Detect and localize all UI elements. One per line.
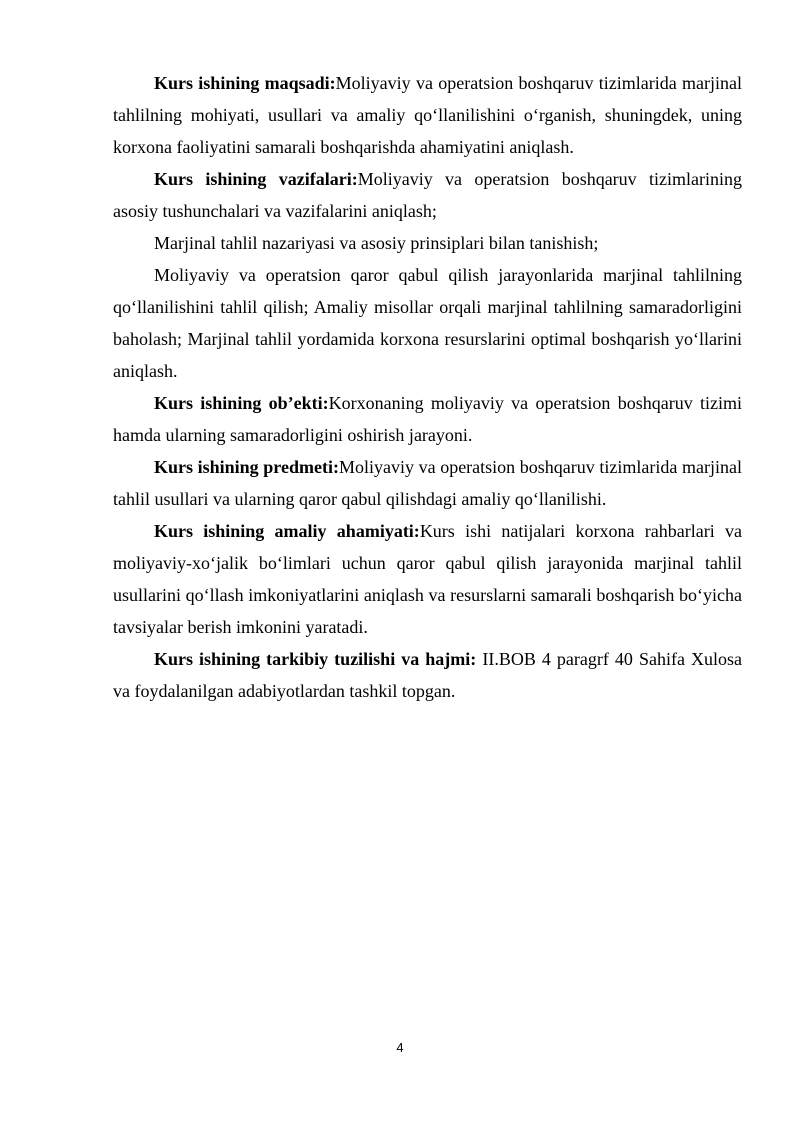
paragraph-text: Marjinal tahlil nazariyasi va asosiy prinsiplari bilan tanishish; xyxy=(154,233,599,253)
paragraph-text: Moliyaviy va operatsion boshqaruv tizimlarining asosiy tushunchalari va vazifalarini aniqlash; xyxy=(113,169,743,221)
paragraph-text: Moliyaviy va operatsion boshqaruv tizimlarida marjinal tahlilning mohiyati, usullari va amaliy qo‘llanilishini o‘rganish, shuningdek, uning korxona faoliyatini samarali boshqarishda ahamiyatini aniqlash. xyxy=(113,73,743,157)
paragraph-heading: Kurs ishining predmeti: xyxy=(154,457,339,477)
document-body xyxy=(113,67,742,707)
paragraph-text: Kurs ishi natijalari korxona rahbarlari va moliyaviy-xo‘jalik bo‘limlari uchun qaror qabul qilish jarayonida marjinal tahlil usullarini qo‘llash imkoniyatlarini aniqlash va resurslarni samarali boshqarish bo‘yicha tavsiyalar berish imkonini yaratadi. xyxy=(113,521,742,637)
paragraph-text: Korxonaning moliyaviy va operatsion boshqaruv tizimi hamda ularning samaradorligini oshirish jarayoni. xyxy=(113,393,742,445)
paragraph-significance xyxy=(113,515,742,643)
paragraph-tasks xyxy=(113,163,742,227)
paragraph-subject xyxy=(113,451,742,515)
paragraph-text: II.BOB 4 paragrf 40 Sahifa Xulosa va foydalanilgan adabiyotlardan tashkil topgan. xyxy=(113,649,742,701)
paragraph-heading: Kurs ishining tarkibiy tuzilishi va hajmi: xyxy=(154,649,477,669)
paragraph-object xyxy=(113,387,742,451)
paragraph-task-theory xyxy=(113,227,742,259)
paragraph-goal xyxy=(113,67,742,163)
paragraph-structure xyxy=(113,643,742,707)
paragraph-heading: Kurs ishining vazifalari: xyxy=(154,169,358,189)
paragraph-text: Moliyaviy va operatsion boshqaruv tizimlarida marjinal tahlil usullari va ularning qaror qabul qilishdagi amaliy qo‘llanilishi. xyxy=(113,457,742,509)
paragraph-heading: Kurs ishining amaliy ahamiyati: xyxy=(154,521,420,541)
paragraph-text: Moliyaviy va operatsion qaror qabul qilish jarayonlarida marjinal tahlilning qo‘llanilishini tahlil qilish; Amaliy misollar orqali marjinal tahlilning samaradorligini baholash; Marjinal tahlil yordamida korxona resurslarini optimal boshqarish yo‘llarini aniqlash. xyxy=(113,265,742,381)
paragraph-task-analysis xyxy=(113,259,742,387)
paragraph-heading: Kurs ishining maqsadi: xyxy=(154,73,336,93)
paragraph-heading: Kurs ishining ob’ekti: xyxy=(154,393,329,413)
page-number: 4 xyxy=(396,1040,404,1055)
